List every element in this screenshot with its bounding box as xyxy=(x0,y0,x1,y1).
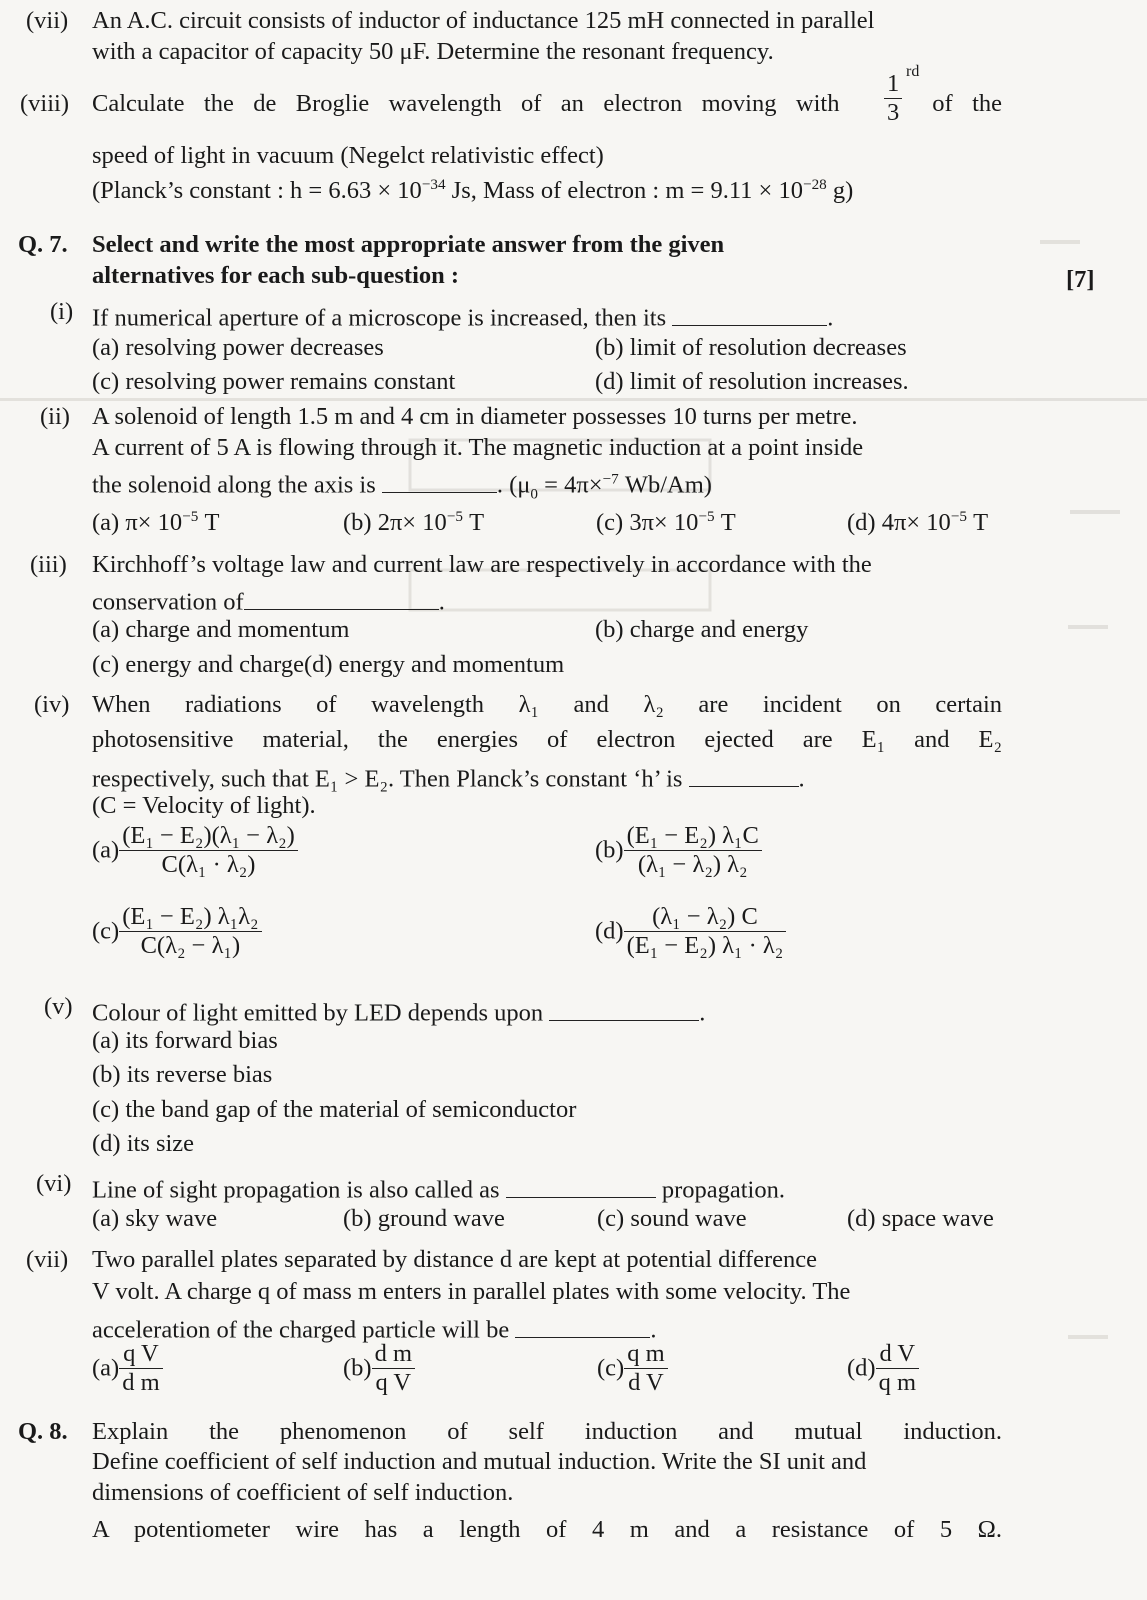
q7-iii-blank xyxy=(244,584,439,610)
q7-vii-line-1: Two parallel plates separated by distance d are kept at potential difference xyxy=(92,1246,818,1273)
q7-vi-number: (vi) xyxy=(36,1170,72,1197)
q7-iii-number: (iii) xyxy=(30,551,67,578)
q7-vii-option-a: (a) $\frac{\text{q V}}{\text{d m}}$ xyxy=(92,1340,163,1397)
q7-ii-line-3: the solenoid along the axis is . ($\mu_0 = 4\pi\times^{-7}$ Wb/Am) xyxy=(92,467,712,498)
q6-viii-line-1 xyxy=(92,92,1002,117)
q7-iv-line-1: When radiations of wavelength λ₁ and λ₂ are incident on certain xyxy=(92,691,1002,718)
q7-iv-line-4: (C = Velocity of light). xyxy=(92,792,316,819)
q7-iii-line-1: Kirchhoff’s voltage law and current law are respectively in accordance with the xyxy=(92,551,872,578)
q7-i-option-c: (c) resolving power remains constant xyxy=(92,368,456,395)
q7-i-option-b: (b) limit of resolution decreases xyxy=(595,334,907,361)
q7-iii-option-a: (a) charge and momentum xyxy=(92,616,350,643)
q7-v-option-c: (c) the band gap of the material of semiconductor xyxy=(92,1096,577,1123)
q7-iv-number: (iv) xyxy=(34,691,70,718)
q7-i-stem: If numerical aperture of a microscope is increased, then its . xyxy=(92,300,833,331)
q7-v-option-b: (b) its reverse bias xyxy=(92,1061,273,1088)
q7-ii-blank xyxy=(382,467,497,493)
q7-ii-line-2: A current of 5 A is flowing through it. The magnetic induction at a point inside xyxy=(92,434,864,461)
q7-i-option-a: (a) resolving power decreases xyxy=(92,334,384,361)
q7-v-option-d: (d) its size xyxy=(92,1130,195,1157)
q6-viii-frac-num: 1 xyxy=(887,70,900,97)
q6-vii-number: (vii) xyxy=(26,7,69,34)
q7-i-option-d: (d) limit of resolution increases. xyxy=(595,368,909,395)
q8-label: Q. 8. xyxy=(18,1418,68,1445)
q7-vii-option-d: (d) $\frac{\text{d V}}{\text{q m}}$ xyxy=(847,1340,919,1397)
q7-iv-option-a: (a) $\frac{\text{(E₁ − E₂)(λ₁ − λ₂)}}{\text{C(λ₁ · λ₂)}}$ xyxy=(92,822,298,879)
q7-heading-line-2: alternatives for each sub-question : xyxy=(92,262,460,289)
q6-viii-frac-den: 3 xyxy=(887,99,900,127)
q7-iii-option-b: (b) charge and energy xyxy=(595,616,809,643)
q7-iv-blank xyxy=(689,761,799,787)
q6-viii-line-2: speed of light in vacuum (Negelct relativistic effect) xyxy=(92,142,604,169)
q7-vi-stem: Line of sight propagation is also called as propagation. xyxy=(92,1172,785,1203)
q7-vi-option-b: (b) ground wave xyxy=(343,1205,505,1232)
q7-label: Q. 7. xyxy=(18,231,68,258)
q7-ii-option-b: (b) $2\pi\times 10^{-5}$ T xyxy=(343,507,485,536)
q7-vi-blank xyxy=(506,1172,656,1198)
q7-v-option-a: (a) its forward bias xyxy=(92,1027,278,1054)
q7-iv-line-3: respectively, such that E₁ > E₂. Then Planck’s constant ‘h’ is . xyxy=(92,761,805,792)
q7-v-stem: Colour of light emitted by LED depends upon . xyxy=(92,995,705,1026)
q7-vii-blank xyxy=(515,1312,650,1338)
q8-line-1: Explain the phenomenon of self induction and mutual induction. xyxy=(92,1418,1002,1445)
q7-marks: [7] xyxy=(1066,266,1095,293)
q7-iv-option-b: (b) $\frac{\text{(E₁ − E₂) λ₁C}}{\text{(λ₁ − λ₂) λ₂}}$ xyxy=(595,822,762,879)
q8-line-3: dimensions of coefficient of self induction. xyxy=(92,1479,514,1506)
q7-vii-number: (vii) xyxy=(26,1246,69,1273)
q6-viii-fraction-one-third: 1 rd 3 xyxy=(884,70,902,127)
q7-vii-option-c: (c) $\frac{\text{q m}}{\text{d V}}$ xyxy=(597,1340,668,1397)
q7-vii-line-3: acceleration of the charged particle will be . xyxy=(92,1312,656,1343)
q7-vii-line-2: V volt. A charge q of mass m enters in parallel plates with some velocity. The xyxy=(92,1278,851,1305)
q6-viii-text-a: Calculate the de Broglie wavelength of an electron moving with xyxy=(92,90,840,117)
q7-ii-option-a: (a) $\pi\times 10^{-5}$ T xyxy=(92,507,220,536)
q7-iii-option-cd: (c) energy and charge(d) energy and momentum xyxy=(92,651,565,678)
q6-viii-line-3: (Planck’s constant : $h = 6.63 \times 10^{-34}$ Js, Mass of electron : $m = 9.11 \times 10^{-28}$ g) xyxy=(92,175,854,204)
q8-line-4: A potentiometer wire has a length of 4 m and a resistance of 5 Ω. xyxy=(92,1516,1002,1543)
q6-vii-line-2: with a capacitor of capacity 50 μF. Determine the resonant frequency. xyxy=(92,38,774,65)
q7-ii-option-c: (c) $3\pi\times 10^{-5}$ T xyxy=(596,507,736,536)
q7-ii-number: (ii) xyxy=(40,403,70,430)
q7-i-number: (i) xyxy=(50,298,74,325)
q6-viii-number: (viii) xyxy=(20,90,69,117)
q7-iv-option-d: (d) $\frac{\text{(λ₁ − λ₂) C}}{\text{(E₁ − E₂) λ₁ · λ₂}}$ xyxy=(595,903,786,960)
q6-viii-text-b: of the xyxy=(932,90,1003,117)
q7-iv-line-2: photosensitive material, the energies of electron ejected are E₁ and E₂ xyxy=(92,726,1002,753)
q7-v-blank xyxy=(549,995,699,1021)
q7-heading-line-1: Select and write the most appropriate answer from the given xyxy=(92,231,725,258)
q7-v-number: (v) xyxy=(44,993,73,1020)
q7-ii-option-d: (d) $4\pi\times 10^{-5}$ T xyxy=(847,507,989,536)
q6-vii-line-1: An A.C. circuit consists of inductor of inductance 125 mH connected in parallel xyxy=(92,7,875,34)
q7-iii-line-2: conservation of . xyxy=(92,584,445,615)
q7-iv-option-c: (c) $\frac{\text{(E₁ − E₂) λ₁λ₂}}{\text{C(λ₂ − λ₁)}}$ xyxy=(92,903,262,960)
q7-vii-option-b: (b) $\frac{\text{d m}}{\text{q V}}$ xyxy=(343,1340,415,1397)
q7-vi-option-a: (a) sky wave xyxy=(92,1205,218,1232)
q8-line-2: Define coefficient of self induction and mutual induction. Write the SI unit and xyxy=(92,1448,867,1475)
q7-vi-option-d: (d) space wave xyxy=(847,1205,994,1232)
q7-i-blank xyxy=(672,300,827,326)
q7-vi-option-c: (c) sound wave xyxy=(597,1205,747,1232)
q7-ii-line-1: A solenoid of length 1.5 m and 4 cm in diameter possesses 10 turns per metre. xyxy=(92,403,858,430)
